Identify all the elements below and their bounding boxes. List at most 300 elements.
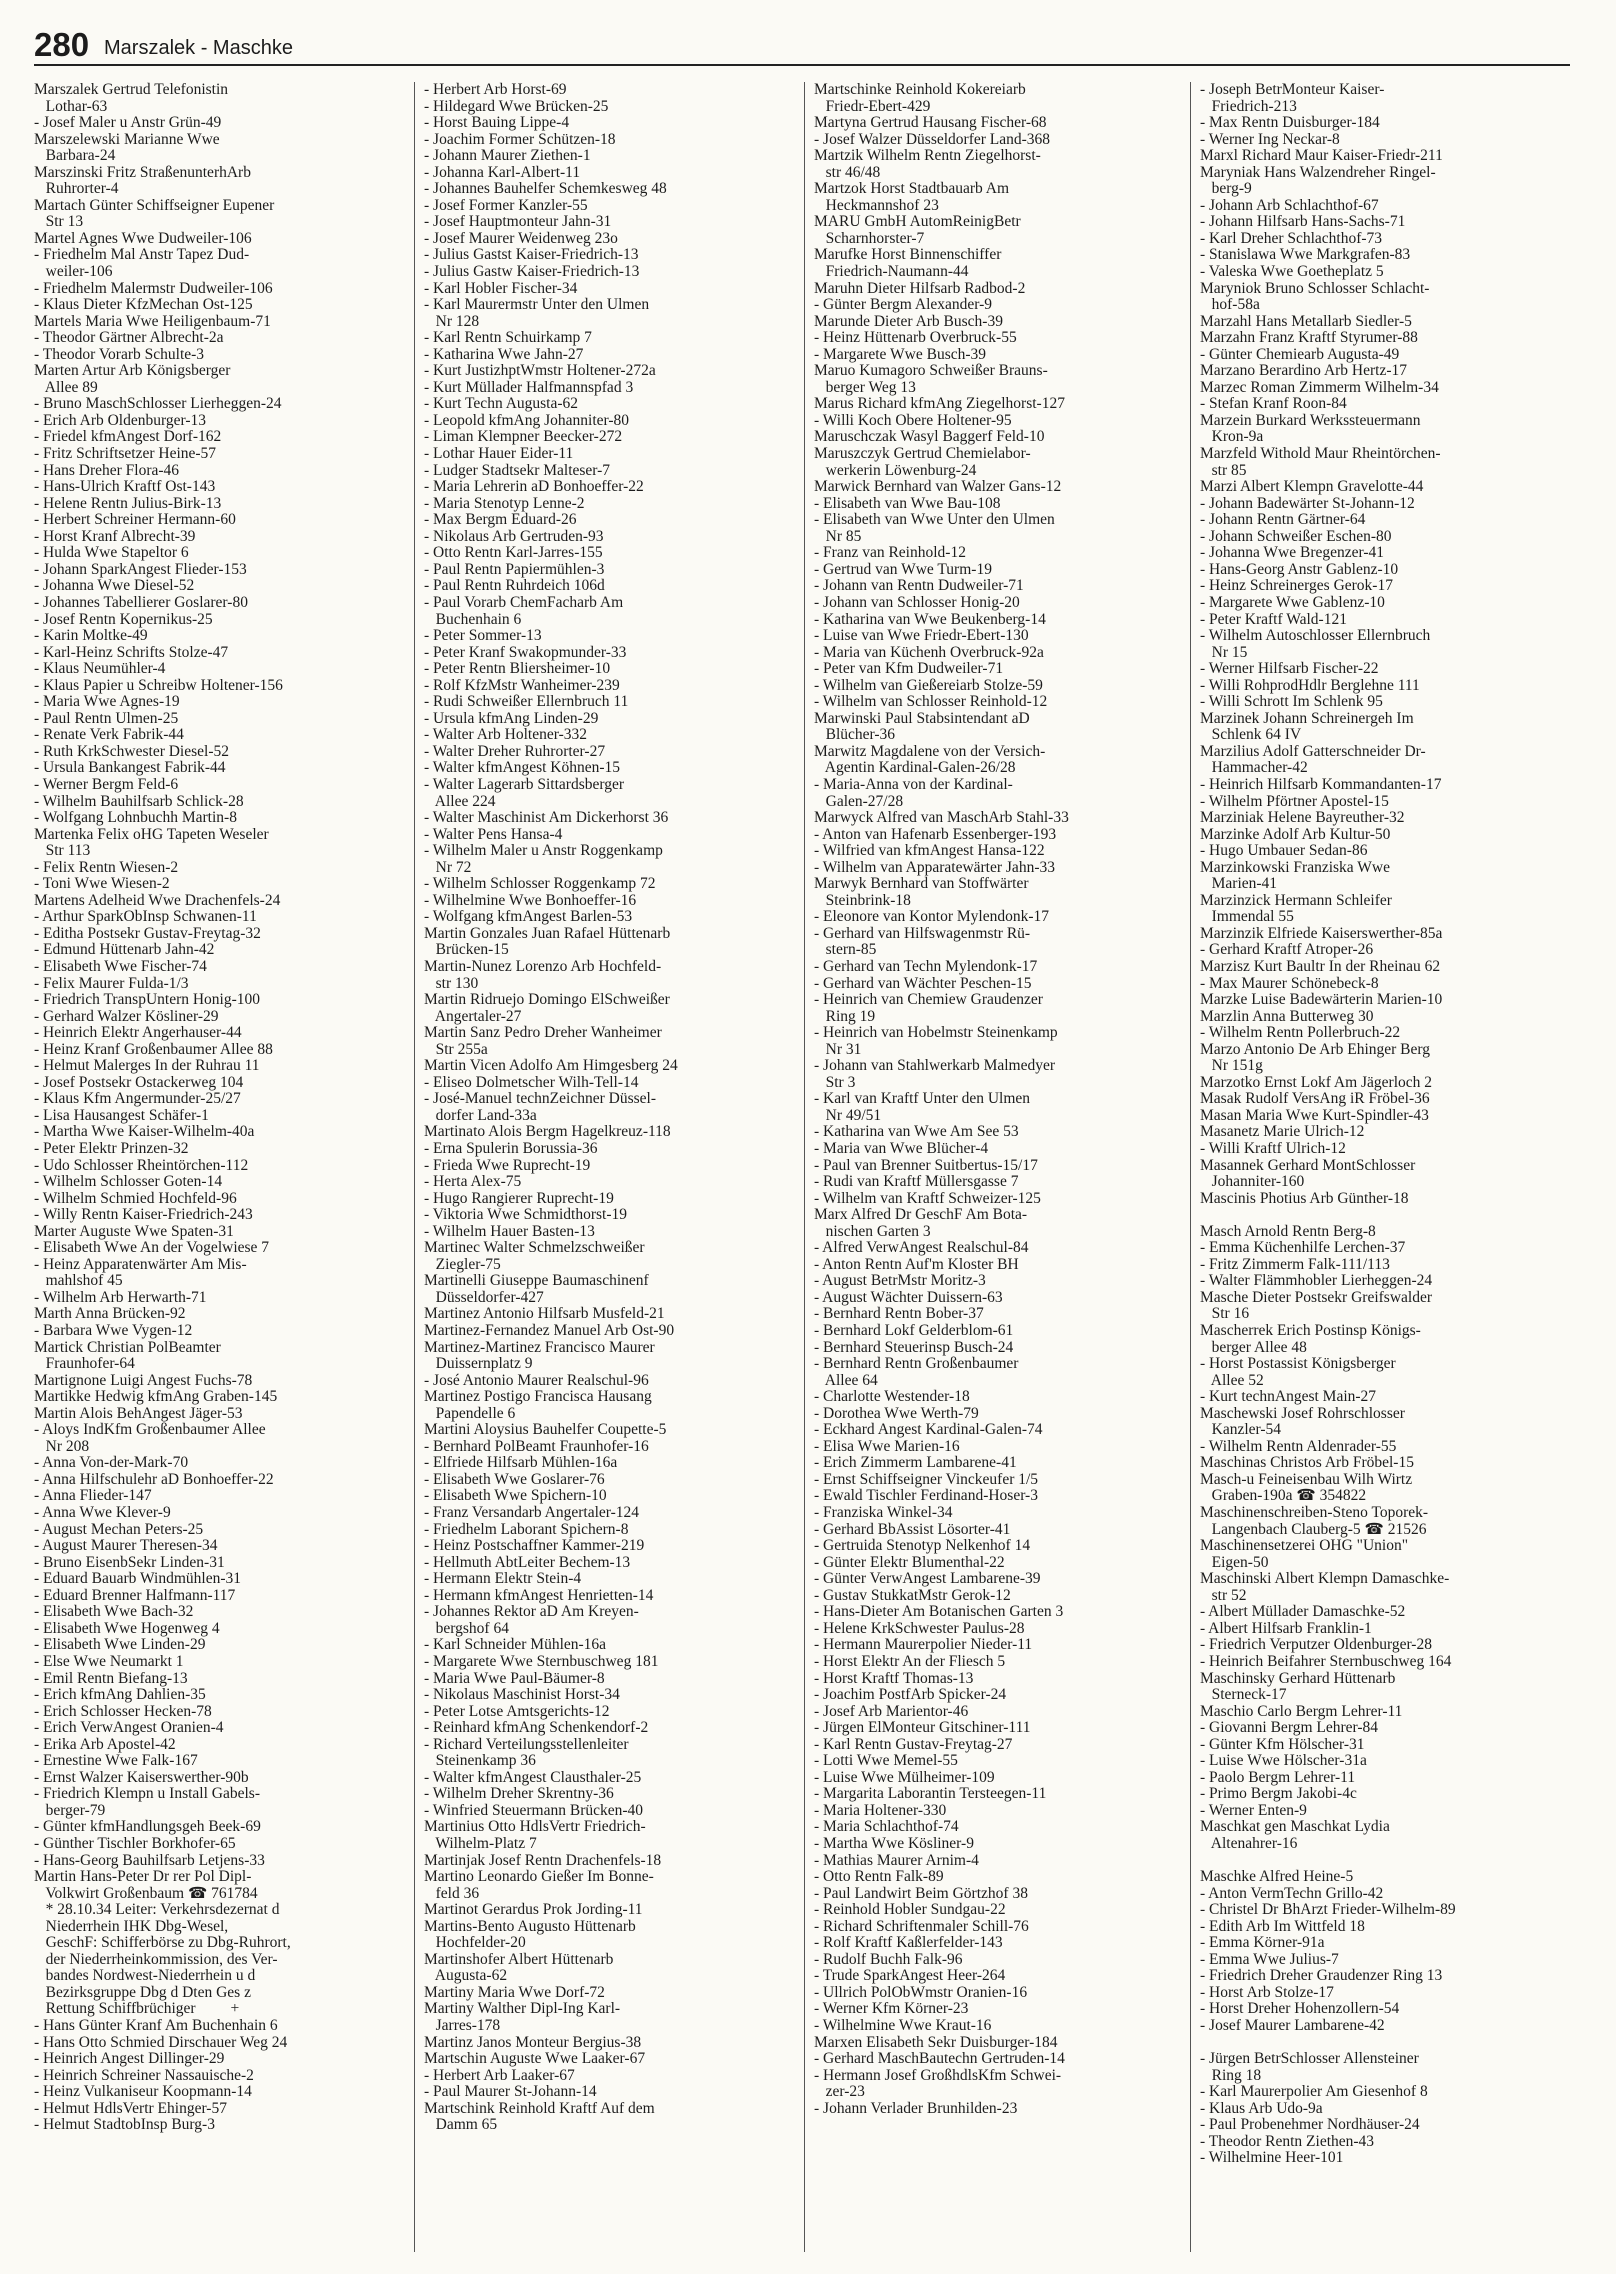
directory-entry-line: Marzahn Franz Kraftf Styrumer-88 [1200,329,1418,347]
directory-entry-line: Sterneck-17 [1200,1686,1287,1704]
directory-entry-line: - Johannes Tabellierer Goslarer-80 [34,593,248,611]
directory-entry-line: - Friedhelm Mal Anstr Tapez Dud- [34,246,250,264]
directory-entry-line: Blücher-36 [814,726,896,744]
directory-entry-line: - Max Bergm Eduard-26 [424,511,577,529]
directory-entry-line: Lothar-63 [34,97,108,115]
directory-entry-line: - Walter Dreher Ruhrorter-27 [424,742,606,760]
directory-entry-line: Str 13 [34,213,84,231]
directory-entry-line: der Niederrheinkommission, des Ver- [34,1950,278,1968]
directory-entry-line: - Friedrich Verputzer Oldenburger-28 [1200,1636,1432,1654]
directory-entry-line: - Charlotte Westender-18 [814,1388,970,1406]
directory-entry-line: Galen-27/28 [814,792,904,810]
directory-entry-line: - Heinz Hüttenarb Overbruck-55 [814,329,1017,347]
directory-entry-line: - Helmut Malerges In der Ruhrau 11 [34,1057,260,1075]
directory-entry-line: - Maria-Anna von der Kardinal- [814,775,1013,793]
directory-entry-line: str 52 [1200,1586,1247,1604]
directory-entry-line: - Werner Enten-9 [1200,1801,1307,1819]
directory-entry-line: Marten Artur Arb Königsberger [34,362,231,380]
directory-entry-line: - Elisabeth Wwe Fischer-74 [34,957,207,975]
directory-entry-line: - Erich Arb Oldenburger-13 [34,411,207,429]
directory-entry-line: Augusta-62 [424,1967,508,1985]
directory-entry-line: - Josef Former Kanzler-55 [424,196,588,214]
directory-entry-line: - Martha Wwe Kaiser-Wilhelm-40a [34,1123,255,1141]
directory-entry-line: - August Mechan Peters-25 [34,1520,204,1538]
directory-entry-line [1200,1853,1568,1870]
directory-entry-line: - Hugo Umbauer Sedan-86 [1200,842,1368,860]
directory-entry-line: Maschinensetzerei OHG "Union" [1200,1537,1409,1555]
directory-entry-line: - Julius Gastw Kaiser-Friedrich-13 [424,263,640,281]
directory-entry-line: Marzo Antonio De Arb Ehinger Berg [1200,1040,1431,1058]
directory-entry-line: Jarres-178 [424,2016,501,2034]
directory-entry-line: - Gustav StukkatMstr Gerok-12 [814,1586,1011,1604]
directory-entry-line: - Johanna Wwe Diesel-52 [34,577,195,595]
directory-entry-line: Marzilius Adolf Gatterschneider Dr- [1200,742,1426,760]
directory-entry-line: - Josef Rentn Kopernikus-25 [34,610,213,628]
directory-entry-line: str 85 [1200,461,1247,479]
directory-entry-line: - Walter Flämmhobler Lierheggen-24 [1200,1272,1433,1290]
directory-entry-line: - Johann van Schlosser Honig-20 [814,593,1020,611]
directory-entry-line: Marzinkowski Franziska Wwe [1200,858,1390,876]
directory-entry-line: - Karl Maurerpolier Am Giesenhof 8 [1200,2083,1428,2101]
directory-entry-line: - Maria Schlachthof-74 [814,1818,959,1836]
directory-entry-line: - Bernhard PolBeamt Fraunhofer-16 [424,1437,649,1455]
directory-entry-line: - Helmut HdlsVertr Ehinger-57 [34,2099,227,2117]
directory-entry-line: Maryniak Hans Walzendreher Ringel- [1200,163,1436,181]
directory-entry-line: - August Wächter Duissern-63 [814,1288,1003,1306]
directory-entry-line: Johanniter-160 [1200,1173,1305,1191]
directory-entry-line: Maschkat gen Maschkat Lydia [1200,1818,1390,1836]
directory-entry-line: - José-Manuel technZeichner Düssel- [424,1090,656,1108]
directory-entry-line: - Heinz Postschaffner Kammer-219 [424,1537,645,1555]
directory-entry-line: * 28.10.34 Leiter: Verkehrsdezernat d [34,1901,280,1919]
directory-entry-line: Martach Günter Schiffseigner Eupener [34,196,275,214]
directory-entry-line: - Hans Günter Kranf Am Buchenhain 6 [34,2016,278,2034]
directory-entry-line: - Maria van Küchenh Overbruck-92a [814,643,1044,661]
directory-entry-line: - Anna Von-der-Mark-70 [34,1454,189,1472]
directory-entry-line: Allee 52 [1200,1371,1264,1389]
directory-entry-line: - Johann Arb Schlachthof-67 [1200,196,1379,214]
directory-entry-line: - Heinrich Beifahrer Sternbuschweg 164 [1200,1652,1452,1670]
directory-entry-line: Maschio Carlo Bergm Lehrer-11 [1200,1702,1403,1720]
directory-entry-line: Marwick Bernhard van Walzer Gans-12 [814,478,1062,496]
directory-entry-line: - Wilhelm van Kraftf Schweizer-125 [814,1189,1041,1207]
directory-entry-line: - Friedhelm Malermstr Dudweiler-106 [34,279,273,297]
directory-entry-line: - Lisa Hausangest Schäfer-1 [34,1106,209,1124]
directory-entry-line: - Johann van Stahlwerkarb Malmedyer [814,1057,1056,1075]
directory-entry-line: Marzisz Kurt Baultr In der Rheinau 62 [1200,957,1441,975]
directory-entry-line: Marzein Burkard Werkssteuermann [1200,411,1421,429]
directory-entry-line: - Heinrich Schreiner Nassauische-2 [34,2066,254,2084]
directory-entry-line: - Maria Holtener-330 [814,1801,947,1819]
directory-entry-line: Martyna Gertrud Hausang Fischer-68 [814,114,1047,132]
directory-entry-line: - Eduard Bauarb Windmühlen-31 [34,1570,241,1588]
directory-entry-line: - Rudi van Kraftf Müllersgasse 7 [814,1173,1019,1191]
directory-entry-line: - Herta Alex-75 [424,1173,522,1191]
directory-entry-line: Marxl Richard Maur Kaiser-Friedr-211 [1200,147,1443,165]
directory-entry-line: - Günter Kfm Hölscher-31 [1200,1735,1365,1753]
directory-entry-line: - Johannes Bauhelfer Schemkesweg 48 [424,180,667,198]
directory-entry-line: - Maria van Wwe Blücher-4 [814,1140,989,1157]
directory-entry-line: - Valeska Wwe Goetheplatz 5 [1200,263,1384,281]
directory-entry-line: - Viktoria Wwe Schmidthorst-19 [424,1206,627,1224]
directory-entry-line: Masak Rudolf VersAng iR Fröbel-36 [1200,1090,1430,1108]
directory-entry-line: - Bernhard Steuerinsp Busch-24 [814,1338,1014,1356]
directory-entry-line: Nr 31 [814,1040,862,1058]
directory-entry-line: Martini Aloysius Bauhelfer Coupette-5 [424,1421,667,1439]
directory-entry-line: Martikke Hedwig kfmAng Graben-145 [34,1388,278,1406]
directory-entry-line: Marzinek Johann Schreinergeh Im [1200,709,1414,727]
directory-entry-line: - Christel Dr BhArzt Frieder-Wilhelm-89 [1200,1901,1456,1919]
directory-entry-line: - Frieda Wwe Ruprecht-19 [424,1156,591,1174]
directory-entry-line: Masch Arnold Rentn Berg-8 [1200,1222,1376,1240]
directory-entry-line: - Ursula kfmAng Linden-29 [424,709,599,727]
directory-entry-line: - Ernestine Wwe Falk-167 [34,1752,198,1770]
directory-entry-line: - Luise Wwe Hölscher-31a [1200,1752,1367,1770]
directory-entry-line: - Klaus Papier u Schreibw Holtener-156 [34,676,283,694]
directory-entry-line: - Kurt JustizhptWmstr Holtener-272a [424,362,656,380]
directory-entry-line: - Horst Bauing Lippe-4 [424,114,570,132]
directory-entry-line: - Karl Schneider Mühlen-16a [424,1636,607,1654]
directory-entry-line: - Kurt Müllader Halfmannspfad 3 [424,378,634,396]
directory-entry-line: - Friedel kfmAngest Dorf-162 [34,428,222,446]
directory-entry-line: - Hermann Josef GroßhdlsKfm Schwei- [814,2066,1062,2084]
directory-entry-line: Marzi Albert Klempn Gravelotte-44 [1200,478,1424,496]
directory-entry-line: - Heinz Kranf Großenbaumer Allee 88 [34,1040,273,1058]
directory-entry-line: - Barbara Wwe Vygen-12 [34,1322,193,1340]
directory-entry-line: - Margarete Wwe Gablenz-10 [1200,593,1385,611]
directory-entry-line: - Margarita Laborantin Tersteegen-11 [814,1785,1047,1803]
directory-entry-line: Ruhrorter-4 [34,180,119,198]
directory-entry-line: - Karl Rentn Gustav-Freytag-27 [814,1735,1013,1753]
directory-entry-line: - Heinrich Elektr Angerhauser-44 [34,1024,242,1042]
directory-entry-line: - Helene KrkSchwester Paulus-28 [814,1619,1025,1637]
directory-entry-line: - Wilhelmine Heer-101 [1200,2149,1344,2167]
directory-entry-line: Marziniak Helene Bayreuther-32 [1200,809,1405,827]
directory-entry-line: - Heinrich Hilfsarb Kommandanten-17 [1200,775,1442,793]
directory-entry-line: - Peter van Kfm Dudweiler-71 [814,660,1004,678]
directory-entry-line: - Hermann kfmAngest Henrietten-14 [424,1586,654,1604]
directory-entry-line: - Klaus Neumühler-4 [34,660,166,678]
directory-entry-line: Volkwirt Großenbaum ☎ 761784 [34,1884,258,1902]
directory-entry-line: - Leopold kfmAng Johanniter-80 [424,411,630,429]
directory-entry-line: - Johanna Wwe Bregenzer-41 [1200,544,1385,562]
directory-entry-line: Martignone Luigi Angest Fuchs-78 [34,1371,253,1389]
directory-entry-line: - Albert Hilfsarb Franklin-1 [1200,1619,1372,1637]
directory-entry-line: Barbara-24 [34,147,116,165]
directory-entry-line: - Otto Rentn Karl-Jarres-155 [424,544,603,562]
directory-entry-line: - Johann Verlader Brunhilden-23 [814,2099,1018,2117]
directory-entry-line: - Karl-Heinz Schrifts Stolze-47 [34,643,229,661]
directory-entry-line: - Horst Kraftf Thomas-13 [814,1669,974,1687]
directory-entry-line: - Richard Verteilungsstellenleiter [424,1735,629,1753]
directory-entry-line: Kron-9a [1200,428,1264,446]
directory-entry-line [1200,2035,1568,2052]
directory-entry-line: - Lothar Hauer Eider-11 [424,445,574,463]
directory-entry-line: Martens Adelheid Wwe Drachenfels-24 [34,891,281,909]
directory-entry-line: Duissernplatz 9 [424,1355,533,1373]
directory-entry-line: - Horst Dreher Hohenzollern-54 [1200,2000,1400,2018]
directory-entry-line: - Hermann Maurerpolier Nieder-11 [814,1636,1033,1654]
directory-entry-line: - Katharina Wwe Jahn-27 [424,345,584,363]
directory-entry-line: - Gerhard van Hilfswagenmstr Rü- [814,924,1031,942]
directory-entry-line: - Gerhard Kraftf Atroper-26 [1200,941,1374,959]
directory-entry-line: - Paul Vorarb ChemFacharb Am [424,593,624,611]
directory-entry-line: - Eckhard Angest Kardinal-Galen-74 [814,1421,1043,1439]
directory-entry-line: - Bernhard Rentn Bober-37 [814,1305,984,1323]
directory-entry-line: - Martha Wwe Kösliner-9 [814,1834,974,1852]
directory-entry-line: - Walter Arb Holtener-332 [424,726,588,744]
directory-entry-line: - Heinz Vulkaniseur Koopmann-14 [34,2083,252,2101]
directory-entry-line: - Erna Spulerin Borussia-36 [424,1140,598,1157]
directory-entry-line: - Reinhold Hobler Sundgau-22 [814,1901,1006,1919]
directory-entry-line: Marx Alfred Dr GeschF Am Bota- [814,1206,1028,1224]
directory-entry-line: Nr 15 [1200,643,1248,661]
directory-entry-line: Kanzler-54 [1200,1421,1282,1439]
directory-entry-line: Marzlin Anna Butterweg 30 [1200,1007,1374,1025]
directory-entry-line: - Hulda Wwe Stapeltor 6 [34,544,189,562]
directory-entry-line: - Josef Walzer Düsseldorfer Land-368 [814,130,1051,148]
directory-entry-line: - Theodor Gärtner Albrecht-2a [34,329,224,347]
directory-entry-line: - Paul Rentn Papiermühlen-3 [424,560,605,578]
directory-entry-line: - Peter Kraftf Wald-121 [1200,610,1347,628]
directory-entry-line: - Eduard Brenner Halfmann-117 [34,1586,236,1604]
directory-entry-line: - Anton van Hafenarb Essenberger-193 [814,825,1057,843]
directory-entry-line: - Nikolaus Arb Gertruden-93 [424,527,604,545]
directory-entry-line: Marzinke Adolf Arb Kultur-50 [1200,825,1391,843]
directory-entry-line: Maruszczyk Gertrud Chemielabor- [814,445,1031,463]
directory-entry-line: Marzinzik Elfriede Kaiserswerther-85a [1200,924,1443,942]
directory-entry-line: - Reinhard kfmAng Schenkendorf-2 [424,1719,649,1737]
directory-entry-line: - Josef Postsekr Ostackerweg 104 [34,1073,244,1091]
directory-entry-line: Papendelle 6 [424,1404,516,1422]
directory-entry-line: - Gertruida Stenotyp Nelkenhof 14 [814,1537,1031,1555]
directory-entry-line: Ring 19 [814,1007,876,1025]
directory-entry-line: Martin Vicen Adolfo Am Himgesberg 24 [424,1057,678,1075]
directory-entry-line: - Emma Wwe Julius-7 [1200,1950,1339,1968]
directory-entry-line: - Wilhelm Dreher Skrentny-36 [424,1785,614,1803]
directory-entry-line: Maschewski Josef Rohrschlosser [1200,1404,1405,1422]
directory-entry-line: Marxen Elisabeth Sekr Duisburger-184 [814,2033,1058,2051]
directory-entry-line: - Trude SparkAngest Heer-264 [814,1967,1006,1985]
directory-entry-line: - Elisabeth van Wwe Unter den Ulmen [814,511,1055,529]
directory-entry-line: - Franz van Reinhold-12 [814,544,966,562]
directory-entry-line: - Werner Kfm Körner-23 [814,2000,969,2018]
directory-entry-line: - Karl van Kraftf Unter den Ulmen [814,1090,1031,1108]
directory-entry-line: - Katharina van Wwe Am See 53 [814,1123,1019,1141]
directory-column-2 [424,82,792,2262]
directory-entry-line: - Walter kfmAngest Köhnen-15 [424,759,621,777]
directory-entry-line: - Hans-Dieter Am Botanischen Garten 3 [814,1603,1064,1621]
directory-entry-line: berger-79 [34,1801,106,1819]
column-divider [414,82,415,2252]
directory-entry-line: Martinec Walter Schmelzschweißer [424,1239,645,1257]
directory-entry-line: - Maria Wwe Agnes-19 [34,693,180,711]
directory-column-3 [814,82,1182,2262]
directory-entry-line: - Anna Flieder-147 [34,1487,152,1505]
directory-entry-line: - Edith Arb Im Wittfeld 18 [1200,1917,1365,1935]
directory-entry-line: - Rolf Kraftf Kaßlerfelder-143 [814,1934,1003,1952]
directory-entry-line: - Herbert Arb Horst-69 [424,82,567,98]
directory-entry-line: - Joachim PostfArb Spicker-24 [814,1686,1007,1704]
directory-entry-line: - Johann Schweißer Eschen-80 [1200,527,1392,545]
directory-entry-line: - Bruno MaschSchlosser Lierheggen-24 [34,395,282,413]
directory-entry-line: - Friedrich Dreher Graudenzer Ring 13 [1200,1967,1443,1985]
directory-entry-line: - Luise van Wwe Friedr-Ebert-130 [814,627,1029,645]
directory-entry-line: - Margarete Wwe Busch-39 [814,345,987,363]
directory-entry-line: - Gertrud van Wwe Turm-19 [814,560,992,578]
directory-entry-line: - Hans-Georg Bauhilfsarb Letjens-33 [34,1851,265,1869]
directory-entry-line: Maschke Alfred Heine-5 [1200,1868,1354,1886]
directory-entry-line: - Josef Maurer Lambarene-42 [1200,2016,1385,2034]
directory-entry-line: Martinez-Fernandez Manuel Arb Ost-90 [424,1322,675,1340]
directory-entry-line: Immendal 55 [1200,908,1294,926]
directory-entry-line: - Lotti Wwe Memel-55 [814,1752,958,1770]
directory-entry-line: - August Maurer Theresen-34 [34,1537,218,1555]
directory-entry-line: - Ewald Tischler Ferdinand-Hoser-3 [814,1487,1038,1505]
directory-entry-line: - Hugo Rangierer Ruprecht-19 [424,1189,614,1207]
page-header [34,26,1570,66]
directory-entry-line: - August BetrMstr Moritz-3 [814,1272,986,1290]
directory-entry-line: - Anna Wwe Klever-9 [34,1504,171,1522]
directory-entry-line: Marter Auguste Wwe Spaten-31 [34,1222,234,1240]
directory-entry-line: Friedrich-213 [1200,97,1297,115]
directory-column-1 [34,82,402,2262]
directory-entry-line: - Werner Ing Neckar-8 [1200,130,1340,148]
directory-entry-line: zer-23 [814,2083,865,2101]
directory-entry-line: - Elisabeth van Wwe Bau-108 [814,494,1001,512]
directory-entry-line: Martinato Alois Bergm Hagelkreuz-118 [424,1123,671,1141]
directory-entry-line: - Elisabeth Wwe Spichern-10 [424,1487,607,1505]
directory-entry-line: - Walter Lagerarb Sittardsberger [424,775,625,793]
directory-entry-line: Scharnhorster-7 [814,229,925,247]
directory-entry-line: - Horst Arb Stolze-17 [1200,1983,1334,2001]
directory-entry-line: werkerin Löwenburg-24 [814,461,977,479]
directory-entry-line: Martick Christian PolBeamter [34,1338,221,1356]
directory-entry-line: - Wilfried van kfmAngest Hansa-122 [814,842,1045,860]
directory-entry-line: - Johann Rentn Gärtner-64 [1200,511,1366,529]
directory-entry-line: Heckmannshof 23 [814,196,939,214]
directory-entry-line: - Joseph BetrMonteur Kaiser- [1200,82,1385,98]
directory-entry-line: - Bernhard Lokf Gelderblom-61 [814,1322,1014,1340]
directory-entry-line: - Julius Gastst Kaiser-Friedrich-13 [424,246,639,264]
directory-entry-line: - Wilhelm van Gießereiarb Stolze-59 [814,676,1043,694]
directory-entry-line: Martin Gonzales Juan Rafael Hüttenarb [424,924,671,942]
directory-entry-line: Maryniok Bruno Schlosser Schlacht- [1200,279,1430,297]
directory-entry-line: - Elisabeth Wwe Bach-32 [34,1603,194,1621]
directory-entry-line: - Dorothea Wwe Werth-79 [814,1404,979,1422]
directory-entry-line: - Elisabeth Wwe Goslarer-76 [424,1470,605,1488]
directory-entry-line: Martiny Walther Dipl-Ing Karl- [424,2000,621,2018]
directory-entry-line: - Hans-Georg Anstr Gablenz-10 [1200,560,1399,578]
directory-entry-line: - Else Wwe Neumarkt 1 [34,1652,184,1670]
directory-entry-line: - Stanislawa Wwe Markgrafen-83 [1200,246,1411,264]
directory-entry-line: str 130 [424,974,479,992]
directory-entry-line: stern-85 [814,941,877,959]
directory-entry-line: - Heinrich van Hobelmstr Steinenkamp [814,1024,1058,1042]
directory-entry-line: - Hans Otto Schmied Dirschauer Weg 24 [34,2033,288,2051]
directory-entry-line: - Max Maurer Schönebeck-8 [1200,974,1379,992]
directory-entry-line: - Jürgen BetrSchlosser Allensteiner [1200,2050,1419,2068]
directory-entry-line: Martinshofer Albert Hüttenarb [424,1950,614,1968]
directory-entry-line: Düsseldorfer-427 [424,1288,544,1306]
directory-entry-line: Martel Agnes Wwe Dudweiler-106 [34,229,252,247]
directory-entry-line: - Elfriede Hilfsarb Mühlen-16a [424,1454,618,1472]
directory-entry-line: Niederrhein IHK Dbg-Wesel, [34,1917,229,1935]
directory-entry-line: Maschinski Albert Klempn Damaschke- [1200,1570,1450,1588]
directory-entry-line: - Wilhelm Schmied Hochfeld-96 [34,1189,237,1207]
directory-entry-line: Maschinas Christos Arb Fröbel-15 [1200,1454,1414,1472]
directory-entry-line: - Nikolaus Maschinist Horst-34 [424,1686,620,1704]
directory-entry-line: - Johann SparkAngest Flieder-153 [34,560,247,578]
directory-entry-line: - Wilhelm Autoschlosser Ellernbruch [1200,627,1431,645]
directory-entry-line: Masch-u Feineisenbau Wilh Wirtz [1200,1470,1413,1488]
directory-entry-line: - Heinz Apparatenwärter Am Mis- [34,1255,247,1273]
directory-entry-line: Masan Maria Wwe Kurt-Spindler-43 [1200,1106,1429,1124]
directory-entry-line: - Peter Sommer-13 [424,627,542,645]
directory-entry-line: - Willi Kraftf Ulrich-12 [1200,1140,1346,1157]
directory-entry-line: - Franz Versandarb Angertaler-124 [424,1504,640,1522]
directory-entry-line: Fraunhofer-64 [34,1355,135,1373]
directory-entry-line: Marzfeld Withold Maur Rheintörchen- [1200,445,1441,463]
directory-entry-line: - Gerhard MaschBautechn Gertruden-14 [814,2050,1065,2068]
directory-entry-line: - Paul Maurer St-Johann-14 [424,2083,597,2101]
directory-entry-line: feld 36 [424,1884,480,1902]
directory-entry-line: Marzec Roman Zimmerm Wilhelm-34 [1200,378,1439,396]
directory-entry-line: - Werner Bergm Feld-6 [34,775,179,793]
directory-entry-line: - Renate Verk Fabrik-44 [34,726,184,744]
directory-entry-line: - Hildegard Wwe Brücken-25 [424,97,609,115]
directory-entry-line: - Walter Maschinist Am Dickerhorst 36 [424,809,669,827]
directory-entry-line: - Herbert Schreiner Hermann-60 [34,511,236,529]
directory-entry-line: - Günter VerwAngest Lambarene-39 [814,1570,1041,1588]
directory-entry-line: - Peter Kranf Swakopmunder-33 [424,643,627,661]
directory-entry-line: - Wilhelm van Schlosser Reinhold-12 [814,693,1048,711]
directory-entry-line: - Klaus Dieter KfzMechan Ost-125 [34,296,253,314]
directory-entry-line: - Heinz Schreinerges Gerok-17 [1200,577,1393,595]
directory-entry-line: - Erich kfmAng Dahlien-35 [34,1686,206,1704]
directory-entry-line: - Franziska Winkel-34 [814,1504,953,1522]
directory-entry-line: - Friedrich TranspUntern Honig-100 [34,991,261,1009]
directory-entry-line: Schlenk 64 IV [1200,726,1302,744]
directory-entry-line: - Maria Wwe Paul-Bäumer-8 [424,1669,605,1687]
directory-entry-line [1200,1207,1568,1224]
directory-entry-line: - Peter Rentn Bliersheimer-10 [424,660,611,678]
directory-entry-line: - Arthur SparkObInsp Schwanen-11 [34,908,257,926]
directory-entry-line: - Johann Hilfsarb Hans-Sachs-71 [1200,213,1406,231]
directory-entry-line: - Rudi Schweißer Ellernbruch 11 [424,693,629,711]
directory-entry-line: Martinjak Josef Rentn Drachenfels-18 [424,1851,662,1869]
directory-entry-line: - Heinrich van Chemiew Graudenzer [814,991,1043,1009]
directory-entry-line: Marwyk Bernhard van Stoffwärter [814,875,1029,893]
directory-entry-line: Steinenkamp 36 [424,1752,536,1770]
page-number: 280 [34,26,90,63]
directory-entry-line: - Johann Badewärter St-Johann-12 [1200,494,1415,512]
directory-entry-line: - Wilhelm Bauhilfsarb Schlick-28 [34,792,244,810]
directory-entry-line: Nr 72 [424,858,472,876]
directory-entry-line: Hammacher-42 [1200,759,1308,777]
directory-entry-line: Martzok Horst Stadtbauarb Am [814,180,1010,198]
directory-entry-line: Buchenhain 6 [424,610,522,628]
directory-entry-line: - Gerhard van Wächter Peschen-15 [814,974,1032,992]
directory-entry-line: Martinez Postigo Francisca Hausang [424,1388,652,1406]
directory-entry-line: Nr 49/51 [814,1106,882,1124]
directory-entry-line: Marwyck Alfred van MaschArb Stahl-33 [814,809,1069,827]
directory-entry-line: - Emil Rentn Biefang-13 [34,1669,188,1687]
directory-entry-line: - Winfried Steuermann Brücken-40 [424,1801,644,1819]
directory-entry-line: Marzano Berardino Arb Hertz-17 [1200,362,1408,380]
directory-entry-line: Martschinke Reinhold Kokereiarb [814,82,1026,98]
directory-entry-line: - Rolf KfzMstr Wanheimer-239 [424,676,620,694]
